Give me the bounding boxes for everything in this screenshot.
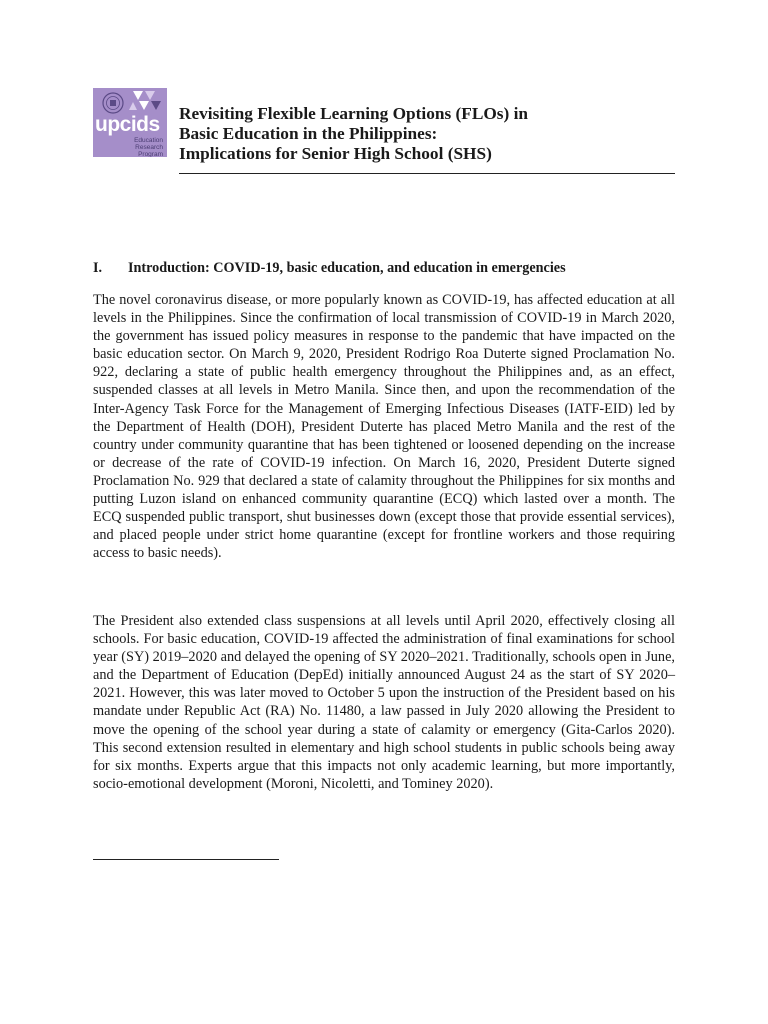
paragraph-2: The President also extended class suspensions at all levels until April 2020, effectively closing all schools. For basic education, COVID-19 affected the administration of final examinations for school year (SY) 2019–2020 and delayed the opening of SY 2020–2021. Traditionally, schools open in June, and the Department of Education (DepEd) initially announced August 24 as the start of SY 2020–2021. However, this was later moved to October 5 upon the instruction of the President based on his mandate under Republic Act (RA) No. 11480, a law passed in July 2020 allowing the President to move the opening of the school year during a state of calamity or emergency (Gita-Carlos 2020). This second extension resulted in elementary and high school students in public schools being away for six months. Experts argue that this impacts not only academic learning, but more importantly, socio-emotional development (Moroni, Nicoletti, and Tominey 2020). <box>93 613 675 792</box>
title-line-2: Basic Education in the Philippines: <box>179 124 438 143</box>
footnote-divider <box>93 859 279 860</box>
title-divider <box>179 173 675 174</box>
document-title <box>179 104 675 164</box>
logo-wordmark: upcids <box>95 113 160 136</box>
section-number: I. <box>93 260 103 276</box>
section-title: Introduction: COVID-19, basic education, and education in emergencies <box>128 260 566 276</box>
title-line-1: Revisiting Flexible Learning Options (FLOs) in <box>179 104 529 123</box>
title-line-3: Implications for Senior High School (SHS) <box>179 144 492 163</box>
paragraph-1: The novel coronavirus disease, or more popularly known as COVID-19, has affected education at all levels in the Philippines. Since the confirmation of local transmission of COVID-19 in March 2020, the government has issued policy measures in response to the pandemic that have impacted on the basic education sector. On March 9, 2020, President Rodrigo Roa Duterte signed Proclamation No. 922, declaring a state of public health emergency throughout the Philippines and, as an effect, suspended classes at all levels in Metro Manila. Since then, and upon the recommendation of the Inter-Agency Task Force for the Management of Emerging Infectious Diseases (IATF-EID) led by the Department of Health (DOH), President Duterte has placed Metro Manila and the rest of the country under community quarantine that has been tightened or loosened depending on the increase or decrease of the rate of COVID-19 infection. On March 16, 2020, President Duterte signed Proclamation No. 929 that declared a state of calamity throughout the Philippines for six months and putting Luzon island on enhanced community quarantine (ECQ) which lasted over a month. The ECQ suspended public transport, shut businesses down (except those that provide essential services), and placed people under strict home quarantine (except for frontline workers and those requiring access to basic needs). <box>93 292 675 562</box>
section-heading <box>93 258 675 278</box>
upcids-logo <box>93 88 167 157</box>
logo-subtitle: Education Research Program <box>134 137 163 157</box>
